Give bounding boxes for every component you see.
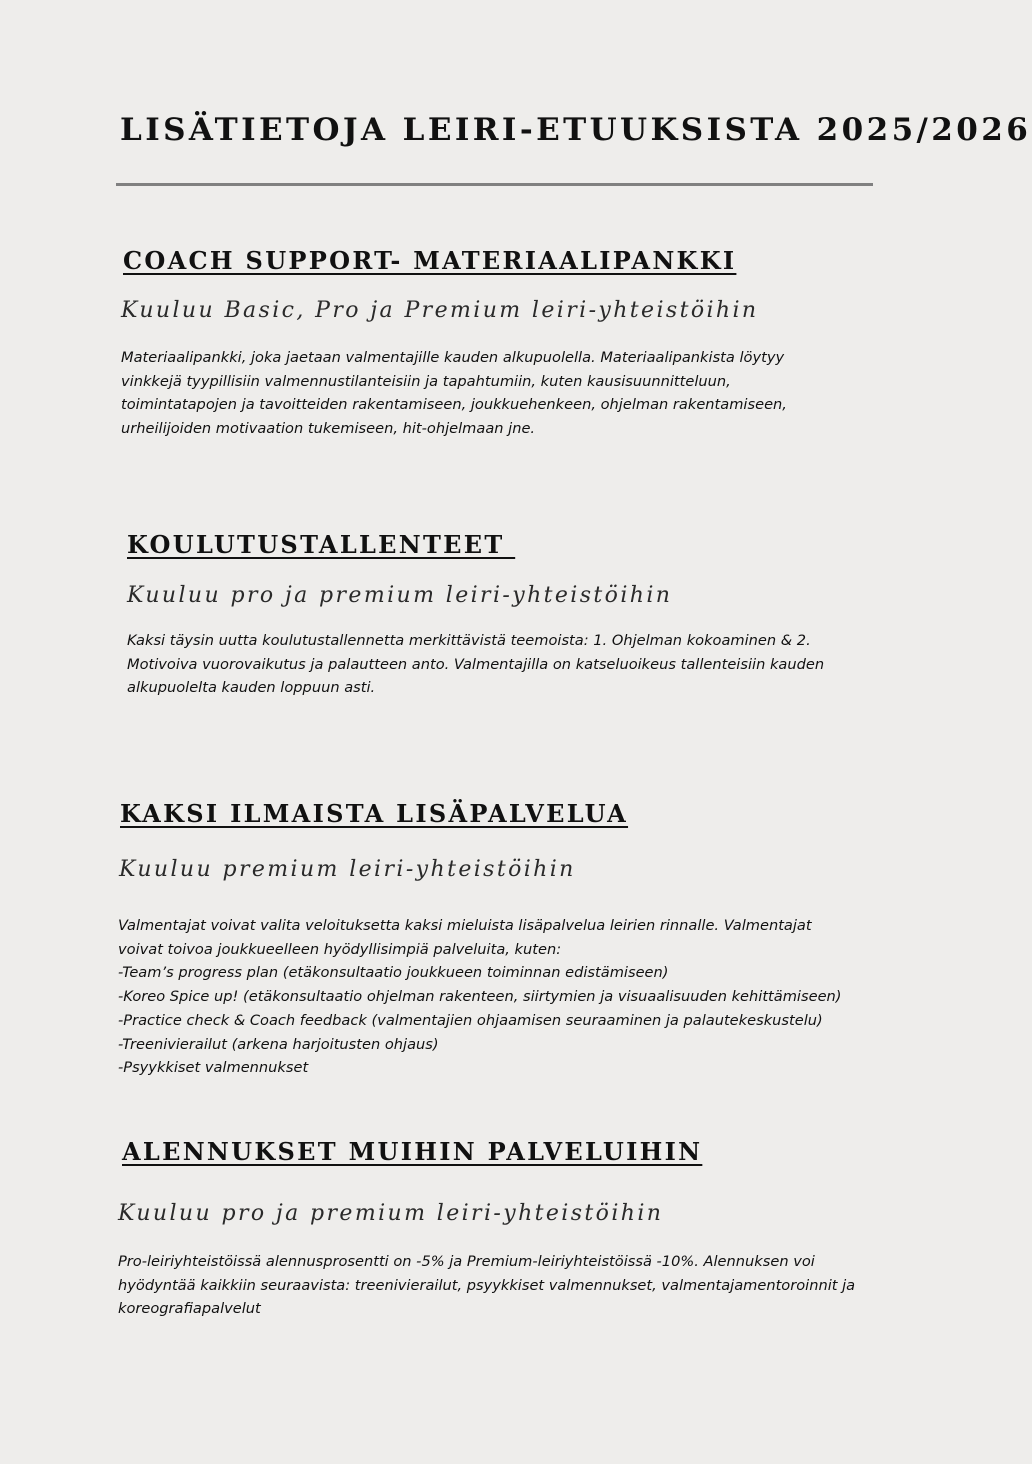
body-line: Valmentajat voivat valita veloituksetta kaksi mieluista lisäpalvelua leirien rinnalle. Valmentajat xyxy=(118,917,812,934)
section-subtitle-alennukset: Kuuluu pro ja premium leiri-yhteistöihin xyxy=(118,1201,664,1226)
list-item: -Practice check & Coach feedback (valmentajien ohjaamisen seuraaminen ja palautekeskustelu) xyxy=(118,1011,823,1029)
section-heading-lisapalvelut: KAKSI ILMAISTA LISÄPALVELUA xyxy=(120,799,629,828)
body-line: Kaksi täysin uutta koulutustallennetta merkittävistä teemoista: 1. Ohjelman kokoaminen & 2. xyxy=(127,632,811,649)
section-body-lisapalvelut xyxy=(118,914,908,1080)
body-line: Pro-leiriyhteistöissä alennusprosentti on -5% ja Premium-leiriyhteistöissä -10%. Alennuksen voi xyxy=(118,1253,815,1270)
section-body-koulutustallenteet xyxy=(127,629,917,700)
section-heading-alennukset: ALENNUKSET MUIHIN PALVELUIHIN xyxy=(122,1137,703,1166)
body-line: alkupuolelta kauden loppuun asti. xyxy=(127,679,376,697)
list-item: -Treenivierailut (arkena harjoitusten ohjaus) xyxy=(118,1035,439,1053)
title-divider xyxy=(116,183,873,186)
list-item: -Koreo Spice up! (etäkonsultaatio ohjelman rakenteen, siirtymien ja visuaalisuuden kehittämiseen) xyxy=(118,988,842,1006)
list-item: -Psyykkiset valmennukset xyxy=(118,1059,309,1077)
section-heading-coach-support: COACH SUPPORT- MATERIAALIPANKKI xyxy=(123,246,737,275)
body-line: toimintatapojen ja tavoitteiden rakentamiseen, joukkuehenkeen, ohjelman rakentamiseen, xyxy=(121,396,787,414)
body-line: voivat toivoa joukkueelleen hyödyllisimpiä palveluita, kuten: xyxy=(118,940,562,958)
section-subtitle-koulutustallenteet: Kuuluu pro ja premium leiri-yhteistöihin xyxy=(127,583,673,608)
section-body-coach-support xyxy=(121,346,911,441)
section-subtitle-lisapalvelut: Kuuluu premium leiri-yhteistöihin xyxy=(119,857,576,882)
body-line: hyödyntää kaikkiin seuraavista: treenivierailut, psyykkiset valmennukset, valmentajamentoroinnit ja xyxy=(118,1276,856,1294)
list-item: -Team’s progress plan (etäkonsultaatio joukkueen toiminnan edistämiseen) xyxy=(118,964,669,982)
section-body-alennukset xyxy=(118,1250,908,1321)
body-line: koreografiapalvelut xyxy=(118,1300,261,1318)
section-subtitle-coach-support: Kuuluu Basic, Pro ja Premium leiri-yhteistöihin xyxy=(121,298,759,323)
body-line: vinkkejä tyypillisiin valmennustilanteisiin ja tapahtumiin, kuten kausisuunnitteluun, xyxy=(121,372,731,390)
body-line: Materiaalipankki, joka jaetaan valmentajille kauden alkupuolella. Materiaalipankista löytyy xyxy=(121,349,785,366)
page-title: LISÄTIETOJA LEIRI-ETUUKSISTA 2025/2026 xyxy=(120,112,1032,148)
section-heading-koulutustallenteet: KOULUTUSTALLENTEET xyxy=(127,530,516,559)
body-line: Motivoiva vuorovaikutus ja palautteen anto. Valmentajilla on katseluoikeus tallenteisiin kauden xyxy=(127,655,825,673)
body-line: urheilijoiden motivaation tukemiseen, hit-ohjelmaan jne. xyxy=(121,420,536,438)
